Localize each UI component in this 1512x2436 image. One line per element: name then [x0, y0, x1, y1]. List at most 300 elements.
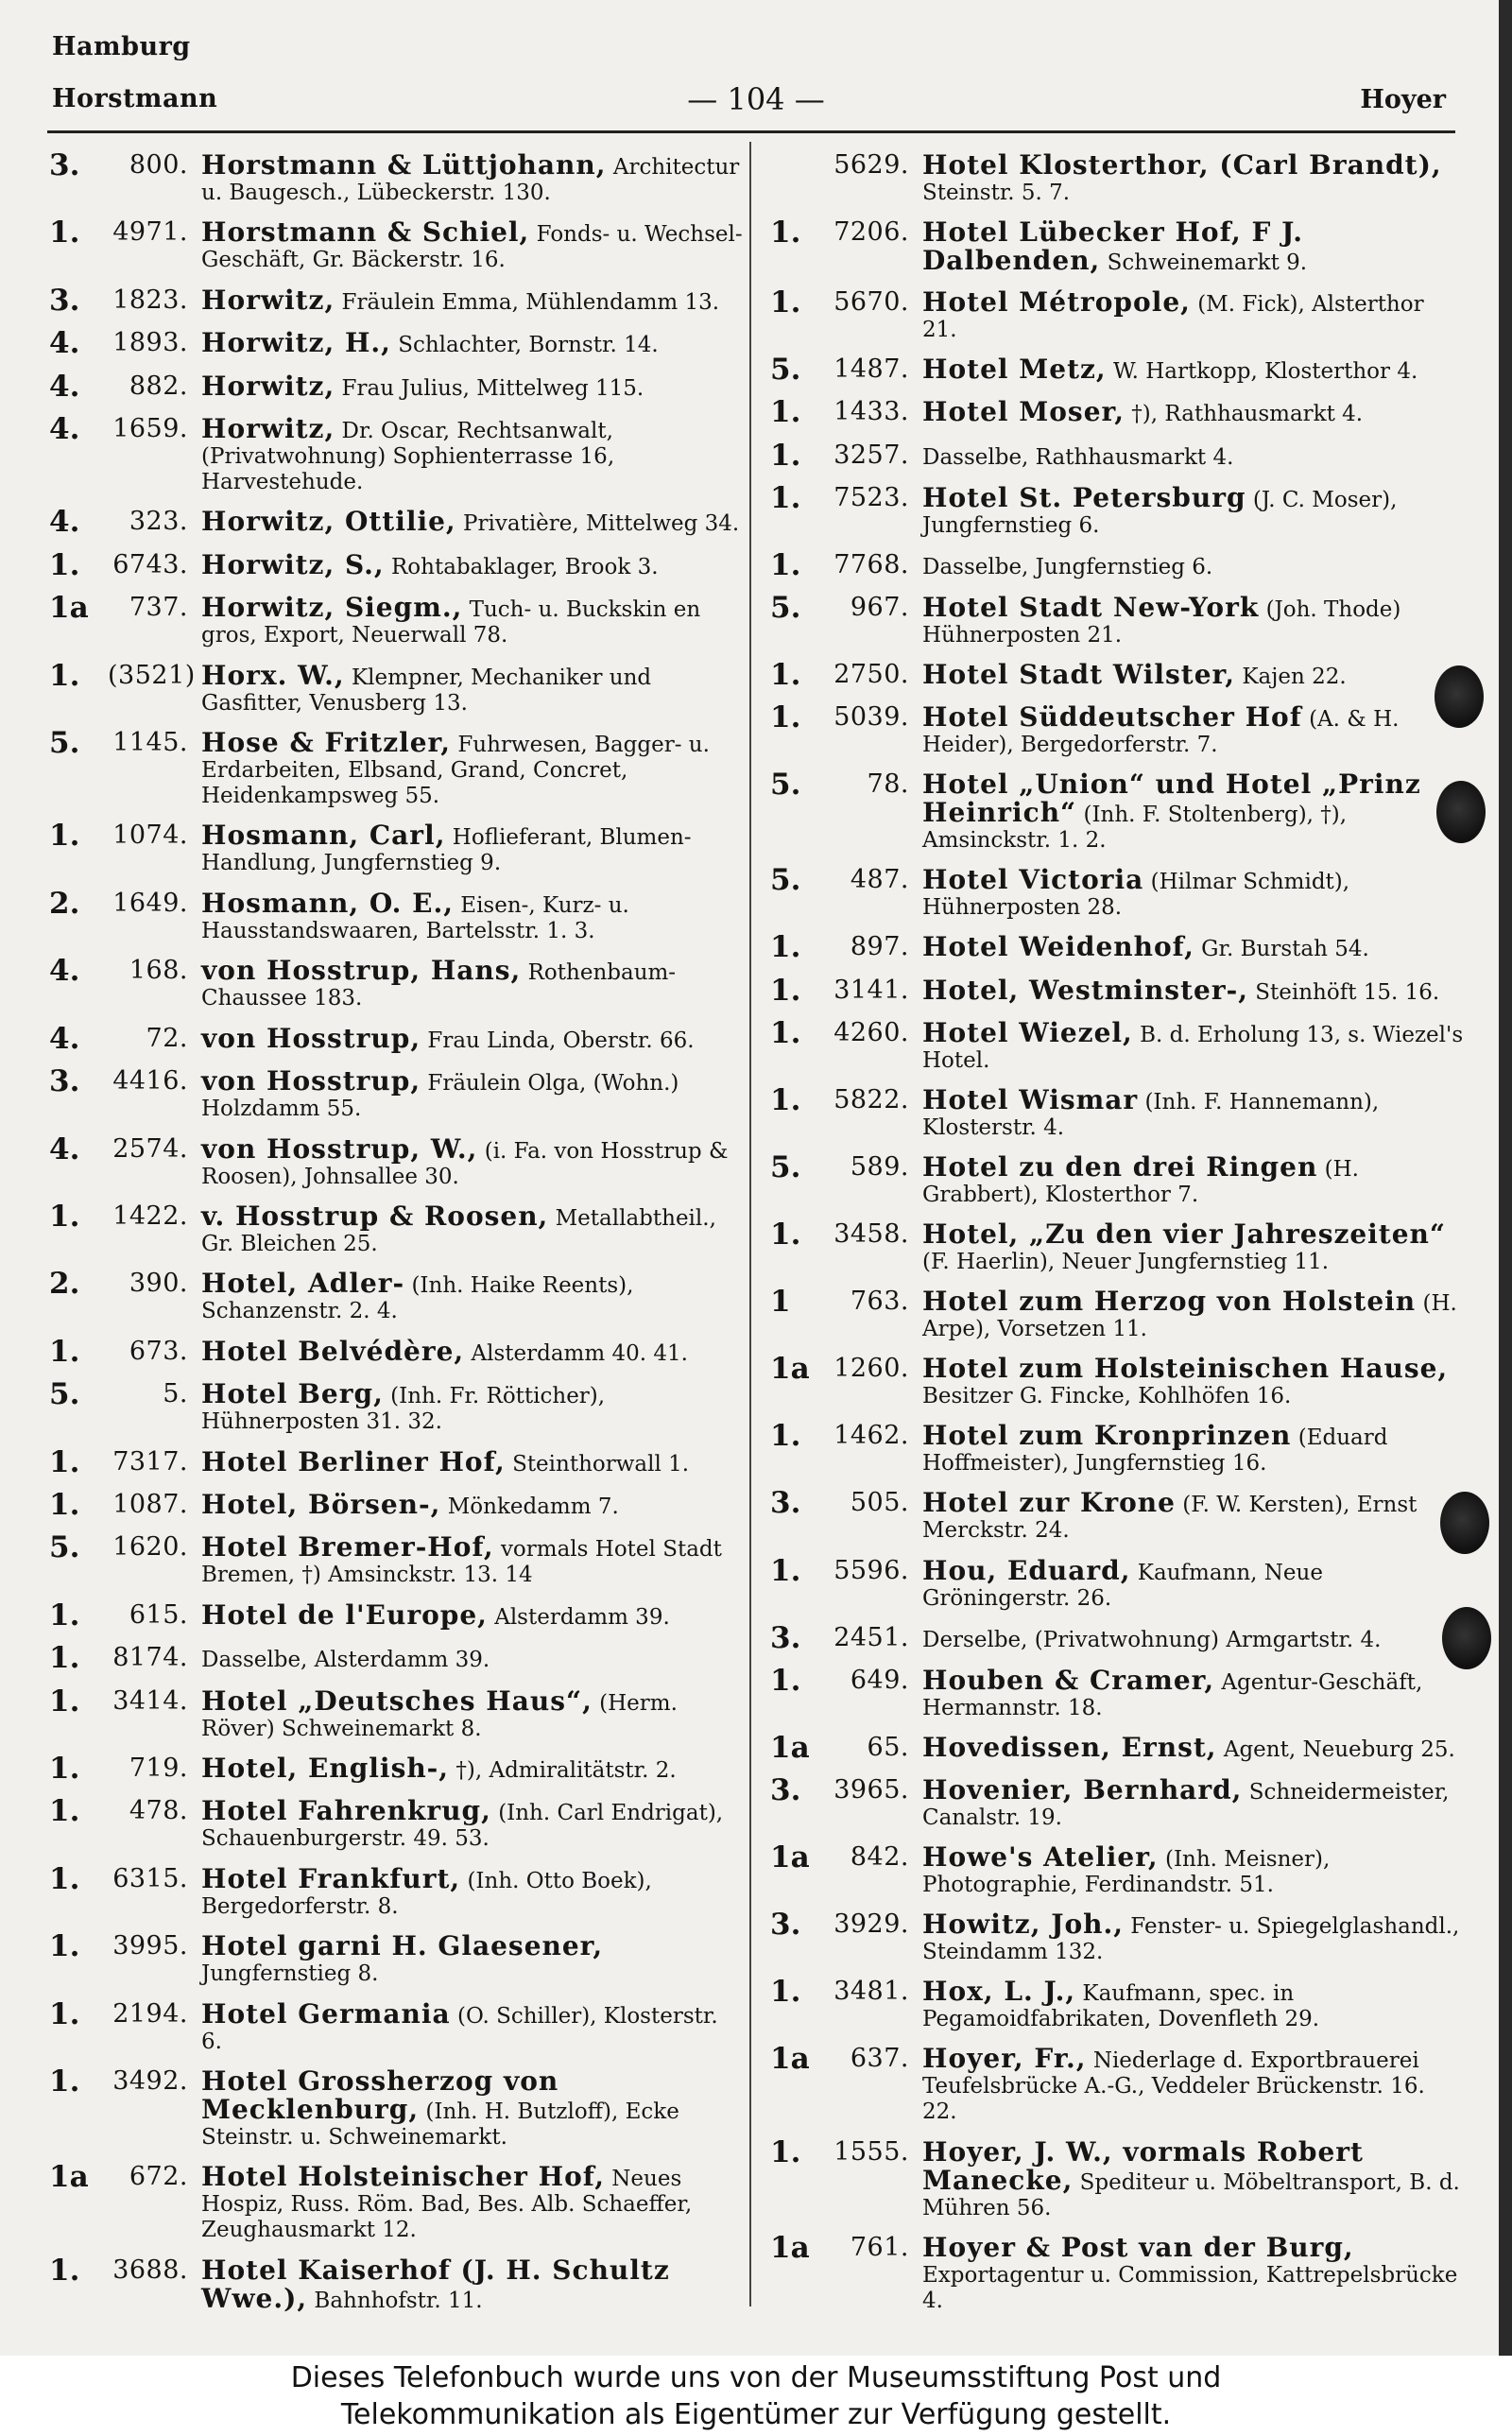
entry-text: [201, 727, 744, 809]
exchange-code: 1.: [49, 216, 80, 251]
exchange-code: 1: [770, 1285, 791, 1320]
phone-number: 487.: [850, 865, 909, 895]
phone-number: 3414.: [112, 1685, 188, 1716]
entry-text: [922, 931, 1465, 962]
entry-detail: Mönkedamm 7.: [447, 1494, 619, 1519]
directory-entry: [770, 1420, 1465, 1477]
directory-entry: [770, 1774, 1465, 1831]
exchange-code: 5.: [770, 1149, 801, 1184]
exchange-code: 2.: [49, 1267, 80, 1302]
entry-name: Hotel Wismar: [922, 1083, 1139, 1115]
exchange-code: 3.: [49, 283, 80, 318]
entry-name: Hotel Grossherzog von Mecklenburg,: [201, 2065, 559, 2125]
exchange-code: 1.: [49, 2065, 80, 2099]
entry-detail: Fuhrwesen, Bagger- u. Erdarbeiten, Elbsand, Grand, Concret, Heidenkampsweg 55.: [201, 733, 710, 809]
entry-detail: Neues Hospiz, Russ. Röm. Bad, Bes. Alb. Schaeffer, Zeughausmarkt 12.: [201, 2167, 693, 2243]
entry-detail: Gr. Burstah 54.: [1201, 937, 1369, 962]
exchange-code: 1.: [770, 1419, 801, 1454]
exchange-code: 5.: [770, 863, 801, 898]
directory-entry: [49, 1201, 744, 1257]
exchange-code: 1a: [770, 1352, 810, 1387]
directory-entry: [770, 1353, 1465, 1409]
entry-name: Horwitz,: [201, 284, 335, 316]
attribution-line-2: Telekommunikation als Eigentümer zur Verfügung gestellt.: [340, 2397, 1172, 2431]
directory-entry: [49, 1795, 744, 1852]
entry-text: [922, 2136, 1465, 2221]
directory-entry: [49, 327, 744, 359]
exchange-code: 3.: [49, 1064, 80, 1099]
directory-entry: [770, 149, 1465, 206]
punch-hole-mark: [1442, 1607, 1491, 1669]
entry-text: [201, 285, 744, 316]
directory-entry: [49, 2161, 744, 2243]
entry-text: [201, 660, 744, 717]
phone-number: 8174.: [112, 1643, 188, 1673]
entry-text: [922, 1353, 1465, 1409]
entry-name: Hose & Fritzler,: [201, 727, 452, 759]
entry-name: Hotel, Westminster-,: [922, 974, 1248, 1006]
exchange-code: 1.: [49, 1199, 80, 1234]
directory-entry: [770, 286, 1465, 343]
exchange-code: 4.: [49, 369, 80, 404]
entry-text: [201, 820, 744, 876]
directory-entry: [770, 701, 1465, 758]
phone-number: 761.: [850, 2232, 909, 2262]
entry-detail: Rohtabaklager, Brook 3.: [390, 554, 659, 579]
entry-text: [922, 1286, 1465, 1342]
entry-text: [201, 327, 744, 358]
entry-text: [201, 1133, 744, 1190]
entry-name: Horstmann & Schiel,: [201, 216, 530, 249]
entry-text: [922, 1487, 1465, 1544]
exchange-code: 3.: [770, 1486, 801, 1521]
header-first-name: Horstmann: [52, 84, 218, 113]
scan-dark-edge: [1499, 0, 1512, 2356]
entry-name: Hotel, Börsen-,: [201, 1488, 441, 1520]
phone-number: 323.: [129, 507, 188, 537]
entry-text: [922, 975, 1465, 1006]
entry-name: Hovenier, Bernhard,: [922, 1773, 1243, 1805]
directory-entry: [49, 1753, 744, 1785]
directory-entry: [770, 1218, 1465, 1275]
entry-detail: Bahnhofstr. 11.: [314, 2288, 483, 2313]
entry-detail: (Hilmar Schmidt), Hühnerposten 28.: [922, 870, 1350, 921]
exchange-code: 1.: [770, 1975, 801, 2010]
entry-detail: Klempner, Mechaniker und Gasfitter, Venusberg 13.: [201, 665, 652, 716]
directory-entry: [49, 1378, 744, 1435]
directory-entry: [770, 1151, 1465, 1208]
entry-text: [922, 396, 1465, 427]
exchange-code: 1.: [770, 1082, 801, 1117]
entry-text: [922, 659, 1465, 690]
entry-text: [922, 701, 1465, 758]
entry-detail: (Inh. Otto Boek), Bergedorferstr. 8.: [201, 1868, 652, 1919]
entry-name: von Hosstrup, W.,: [201, 1132, 478, 1165]
entry-detail: Derselbe, (Privatwohnung) Armgartstr. 4.: [922, 1627, 1382, 1652]
entry-text: [201, 1599, 744, 1631]
entry-text: [922, 549, 1465, 580]
directory-entry: [49, 413, 744, 495]
entry-detail: Fräulein Emma, Mühlendamm 13.: [341, 289, 720, 315]
phone-number: 2451.: [833, 1622, 909, 1652]
entry-text: [922, 1732, 1465, 1763]
entry-text: [201, 1201, 744, 1257]
phone-number: 2750.: [833, 659, 909, 689]
exchange-code: 1.: [770, 216, 801, 251]
entry-detail: Steinhöft 15. 16.: [1255, 979, 1440, 1005]
phone-number: 1555.: [833, 2136, 909, 2167]
exchange-code: 1a: [770, 2042, 810, 2077]
phone-number: 7206.: [833, 217, 909, 248]
entry-text: [201, 1378, 744, 1435]
entry-text: [922, 286, 1465, 343]
directory-entry: [49, 1998, 744, 2055]
exchange-code: 2.: [49, 886, 80, 921]
exchange-code: 4.: [49, 505, 80, 540]
exchange-code: 1.: [770, 285, 801, 320]
header-rule: [47, 130, 1455, 133]
exchange-code: 1.: [49, 1334, 80, 1369]
directory-entry: [49, 1065, 744, 1122]
phone-number: 1893.: [112, 328, 188, 358]
directory-entry: [49, 1489, 744, 1521]
page-number: — 104 —: [687, 81, 825, 117]
directory-entry: [770, 1286, 1465, 1342]
exchange-code: 1.: [49, 1641, 80, 1676]
exchange-code: 1.: [770, 547, 801, 582]
exchange-code: 1.: [770, 700, 801, 735]
directory-entry: [49, 285, 744, 317]
entry-detail: (Inh. Meisner), Photographie, Ferdinandstr. 51.: [922, 1847, 1331, 1898]
phone-number: 719.: [129, 1753, 188, 1783]
directory-entry: [770, 1841, 1465, 1898]
entry-name: Hoyer & Post van der Burg,: [922, 2231, 1354, 2263]
entry-name: Hotel zum Herzog von Holstein: [922, 1286, 1417, 1318]
entry-detail: Schweinemarkt 9.: [1107, 251, 1308, 276]
exchange-code: 3.: [770, 1620, 801, 1655]
entry-text: [201, 506, 744, 537]
entry-text: [922, 1841, 1465, 1898]
phone-number: 7768.: [833, 549, 909, 579]
directory-entry: [49, 888, 744, 944]
entry-detail: Hoflieferant, Blumen-Handlung, Jungfernstieg 9.: [201, 825, 692, 876]
phone-number: 3257.: [833, 440, 909, 470]
phone-number: 1422.: [112, 1201, 188, 1231]
phone-number: 1823.: [112, 285, 188, 315]
entry-name: Horwitz, S.,: [201, 548, 385, 580]
phone-number: 737.: [129, 593, 188, 623]
entry-name: Hotel Stadt Wilster,: [922, 658, 1236, 690]
phone-number: 3688.: [112, 2255, 188, 2285]
entry-detail: (Inh. F. Stoltenberg), †), Amsinckstr. 1. 2.: [922, 803, 1348, 854]
phone-number: 6743.: [112, 549, 188, 579]
entry-text: [201, 1685, 744, 1742]
entry-detail: (A. & H. Heider), Bergedorferstr. 7.: [922, 707, 1400, 758]
phone-number: 5629.: [833, 150, 909, 180]
directory-entry: [770, 659, 1465, 691]
entry-detail: Exportagentur u. Commission, Kattrepelsbrücke 4.: [922, 2262, 1458, 2313]
entry-detail: (H. Grabbert), Klosterthor 7.: [922, 1156, 1359, 1207]
entry-text: [201, 1336, 744, 1367]
directory-entry: [770, 1909, 1465, 1965]
entry-name: Hotel „Deutsches Haus“,: [201, 1684, 593, 1717]
entry-name: Horstmann & Lüttjohann,: [201, 149, 607, 181]
phone-number: 5039.: [833, 702, 909, 733]
entry-name: Hotel Klosterthor, (Carl Brandt),: [922, 149, 1442, 181]
entry-detail: (Inh. H. Butzloff), Ecke Steinstr. u. Schweinemarkt.: [201, 2099, 679, 2150]
exchange-code: 1a: [770, 1730, 810, 1765]
phone-number: 7317.: [112, 1446, 188, 1477]
entry-text: [922, 149, 1465, 206]
entry-name: Hotel Holsteinischer Hof,: [201, 2161, 605, 2193]
entry-detail: Dr. Oscar, Rechtsanwalt, (Privatwohnung) Sophienterrasse 16, Harvestehude.: [201, 419, 615, 495]
entry-name: Howitz, Joh.,: [922, 1909, 1124, 1941]
directory-entry: [770, 1555, 1465, 1612]
exchange-code: 1.: [49, 2253, 80, 2288]
entry-text: [922, 1555, 1465, 1612]
entry-name: Howe's Atelier,: [922, 1841, 1159, 1874]
directory-entry: [49, 2255, 744, 2314]
phone-number: 5596.: [833, 1555, 909, 1585]
directory-entry: [770, 864, 1465, 921]
directory-entry: [49, 1599, 744, 1632]
exchange-code: 1.: [770, 395, 801, 430]
exchange-code: 1.: [49, 1929, 80, 1964]
entry-detail: (Inh. Haike Reents), Schanzenstr. 2. 4.: [201, 1273, 634, 1324]
directory-entry: [770, 2232, 1465, 2314]
entry-detail: Metallabtheil., Gr. Bleichen 25.: [201, 1205, 716, 1256]
entry-text: [201, 549, 744, 580]
directory-entry: [770, 592, 1465, 648]
entry-name: Hotel Germania: [201, 1997, 451, 2030]
phone-number: 3995.: [112, 1931, 188, 1961]
exchange-code: 1.: [770, 1217, 801, 1252]
exchange-code: 1.: [49, 1598, 80, 1633]
phone-number: 1462.: [833, 1421, 909, 1451]
entry-name: von Hosstrup,: [201, 1022, 421, 1054]
exchange-code: 1.: [770, 480, 801, 515]
attribution-footer: [0, 2356, 1512, 2436]
exchange-code: 5.: [49, 1530, 80, 1565]
phone-number: 4971.: [112, 217, 188, 248]
entry-text: [201, 2161, 744, 2243]
directory-entry: [770, 931, 1465, 963]
entry-text: [922, 2043, 1465, 2125]
directory-entry: [49, 216, 744, 273]
entry-detail: (Eduard Hoffmeister), Jungfernstieg 16.: [922, 1425, 1388, 1477]
directory-entry: [49, 1685, 744, 1742]
attribution-line-1: Dieses Telefonbuch wurde uns von der Museumsstiftung Post und: [290, 2360, 1222, 2394]
entry-name: Hotel Kaiserhof (J. H. Schultz Wwe.),: [201, 2254, 670, 2314]
entry-text: [201, 1642, 744, 1673]
exchange-code: 5.: [770, 353, 801, 388]
entry-detail: (M. Fick), Alsterthor 21.: [922, 292, 1424, 343]
entry-text: [201, 592, 744, 648]
phone-number: 673.: [129, 1336, 188, 1366]
entry-detail: Agentur-Geschäft, Hermannstr. 18.: [922, 1669, 1423, 1720]
exchange-code: 1.: [49, 1487, 80, 1522]
entry-name: Hosmann, Carl,: [201, 820, 446, 852]
entry-text: [201, 216, 744, 273]
entry-text: [201, 371, 744, 402]
exchange-code: 1.: [770, 1663, 801, 1698]
phone-number: 5822.: [833, 1084, 909, 1114]
exchange-code: 1.: [49, 658, 80, 693]
phone-number: 967.: [850, 592, 909, 622]
directory-entry: [49, 2065, 744, 2151]
entry-name: Horwitz, Ottilie,: [201, 506, 456, 538]
directory-entry: [49, 1446, 744, 1478]
exchange-code: 1.: [49, 1996, 80, 2031]
entry-text: [201, 1268, 744, 1324]
entry-name: Hoyer, Fr.,: [922, 2043, 1087, 2075]
phone-number: 6315.: [112, 1863, 188, 1893]
phone-number: 842.: [850, 1842, 909, 1873]
exchange-code: 1a: [49, 591, 89, 626]
directory-entry: [49, 727, 744, 809]
exchange-code: 1.: [49, 1444, 80, 1479]
phone-number: 1145.: [112, 728, 188, 758]
exchange-code: 4.: [49, 954, 80, 989]
exchange-code: 1.: [770, 657, 801, 692]
entry-text: [201, 1930, 744, 1987]
directory-entry: [770, 1084, 1465, 1141]
entry-text: [922, 1084, 1465, 1141]
exchange-code: 1.: [770, 2134, 801, 2169]
entry-text: [201, 2255, 744, 2314]
entry-detail: Architectur u. Baugesch., Lübeckerstr. 130.: [201, 155, 740, 205]
directory-entry: [49, 149, 744, 206]
entry-detail: (Joh. Thode) Hühnerposten 21.: [922, 596, 1401, 648]
exchange-code: 5.: [49, 1377, 80, 1412]
exchange-code: 1.: [49, 1861, 80, 1896]
entry-detail: (O. Schiller), Klosterstr. 6.: [201, 2003, 718, 2054]
entry-name: Hotel de l'Europe,: [201, 1598, 488, 1631]
phone-number: 72.: [146, 1023, 188, 1053]
entry-text: [922, 1622, 1465, 1653]
exchange-code: 3.: [49, 148, 80, 182]
phone-number: 78.: [867, 769, 909, 800]
exchange-code: 1.: [49, 1794, 80, 1829]
entry-detail: (Inh. Carl Endrigat), Schauenburgerstr. 49. 53.: [201, 1801, 724, 1852]
entry-text: [922, 440, 1465, 471]
directory-entry: [49, 660, 744, 717]
phone-number: 4416.: [112, 1066, 188, 1097]
entry-name: Hotel Frankfurt,: [201, 1862, 461, 1894]
phone-number: 1074.: [112, 821, 188, 851]
entry-name: Hotel Moser,: [922, 396, 1125, 428]
punch-hole-mark: [1436, 781, 1486, 843]
entry-detail: (Herm. Röver) Schweinemarkt 8.: [201, 1690, 678, 1741]
phone-number: 390.: [129, 1269, 188, 1299]
exchange-code: 1a: [49, 2160, 89, 2195]
entry-detail: Schneidermeister, Canalstr. 19.: [922, 1779, 1450, 1830]
entry-text: [201, 1531, 744, 1588]
directory-entry: [49, 1531, 744, 1588]
entry-detail: Alsterdamm 40. 41.: [471, 1340, 688, 1366]
entry-detail: Steinstr. 5. 7.: [922, 181, 1071, 205]
entry-detail: (J. C. Moser), Jungfernstieg 6.: [922, 487, 1398, 538]
entry-name: Hotel zu den drei Ringen: [922, 1150, 1318, 1183]
entry-text: [201, 888, 744, 944]
entry-text: [922, 1774, 1465, 1831]
entry-name: Hotel Berliner Hof,: [201, 1445, 506, 1477]
exchange-code: 5.: [770, 590, 801, 625]
entry-detail: Frau Linda, Oberstr. 66.: [427, 1028, 695, 1053]
entry-name: von Hosstrup, Hans,: [201, 955, 522, 987]
entry-name: Horx. W.,: [201, 659, 345, 691]
exchange-code: 1.: [49, 1751, 80, 1786]
phone-number: 3492.: [112, 2066, 188, 2096]
entry-text: [201, 1065, 744, 1122]
directory-entry: [770, 396, 1465, 428]
entry-detail: (H. Arpe), Vorsetzen 11.: [922, 1291, 1457, 1342]
directory-entry: [49, 371, 744, 403]
directory-entry: [49, 1268, 744, 1324]
directory-entry: [49, 1023, 744, 1055]
entry-text: [201, 1863, 744, 1920]
entry-detail: Kaufmann, spec. in Pegamoidfabrikaten, Dovenfleth 29.: [922, 1981, 1320, 2032]
exchange-code: 1a: [770, 1840, 810, 1875]
phone-number: 589.: [850, 1151, 909, 1182]
phone-number: 65.: [867, 1732, 909, 1762]
phone-number: 7523.: [833, 482, 909, 512]
entry-detail: Spediteur u. Möbeltransport, B. d. Mühren 56.: [922, 2169, 1460, 2220]
entry-detail: Besitzer G. Fincke, Kohlhöfen 16.: [922, 1384, 1292, 1409]
entry-name: Hou, Eduard,: [922, 1554, 1131, 1586]
entry-name: Hotel Fahrenkrug,: [201, 1795, 491, 1827]
phone-number: 3929.: [833, 1909, 909, 1940]
directory-entry: [49, 506, 744, 538]
phone-number: 882.: [129, 371, 188, 401]
entry-name: Hotel Métropole,: [922, 286, 1191, 319]
entry-name: Hotel Wiezel,: [922, 1016, 1133, 1048]
phone-number: 1620.: [112, 1532, 188, 1563]
directory-entry: [770, 354, 1465, 386]
entry-text: [201, 1446, 744, 1477]
directory-entry: [770, 440, 1465, 472]
directory-entry: [770, 769, 1465, 854]
entry-name: Horwitz, H.,: [201, 327, 391, 359]
entry-detail: (Inh. F. Hannemann), Klosterstr. 4.: [922, 1089, 1380, 1140]
entry-text: [922, 2232, 1465, 2314]
entry-text: [922, 354, 1465, 385]
exchange-code: 1a: [770, 2230, 810, 2265]
entry-name: Houben & Cramer,: [922, 1664, 1215, 1696]
phone-number: 800.: [129, 150, 188, 180]
phone-number: 4260.: [833, 1017, 909, 1047]
directory-entry: [770, 216, 1465, 276]
directory-entry: [770, 975, 1465, 1007]
phone-number: 649.: [850, 1665, 909, 1695]
phone-number: 478.: [129, 1796, 188, 1826]
entry-text: [201, 149, 744, 206]
directory-entry: [49, 592, 744, 648]
entry-detail: (Inh. Fr. Rötticher), Hühnerposten 31. 32.: [201, 1384, 606, 1435]
directory-entry: [770, 549, 1465, 581]
entry-detail: Schlachter, Bornstr. 14.: [398, 333, 659, 358]
exchange-code: 4.: [49, 412, 80, 447]
entry-name: Hotel „Union“ und Hotel „Prinz Heinrich“: [922, 769, 1421, 829]
directory-entry: [770, 2043, 1465, 2125]
exchange-code: 1.: [770, 973, 801, 1008]
entry-detail: B. d. Erholung 13, s. Wiezel's Hotel.: [922, 1022, 1464, 1073]
entry-name: Hotel Stadt New-York: [922, 591, 1260, 623]
exchange-code: 5.: [49, 726, 80, 761]
entry-name: Hotel Süddeutscher Hof: [922, 701, 1302, 734]
directory-entry: [49, 549, 744, 581]
directory-entry: [49, 1133, 744, 1190]
